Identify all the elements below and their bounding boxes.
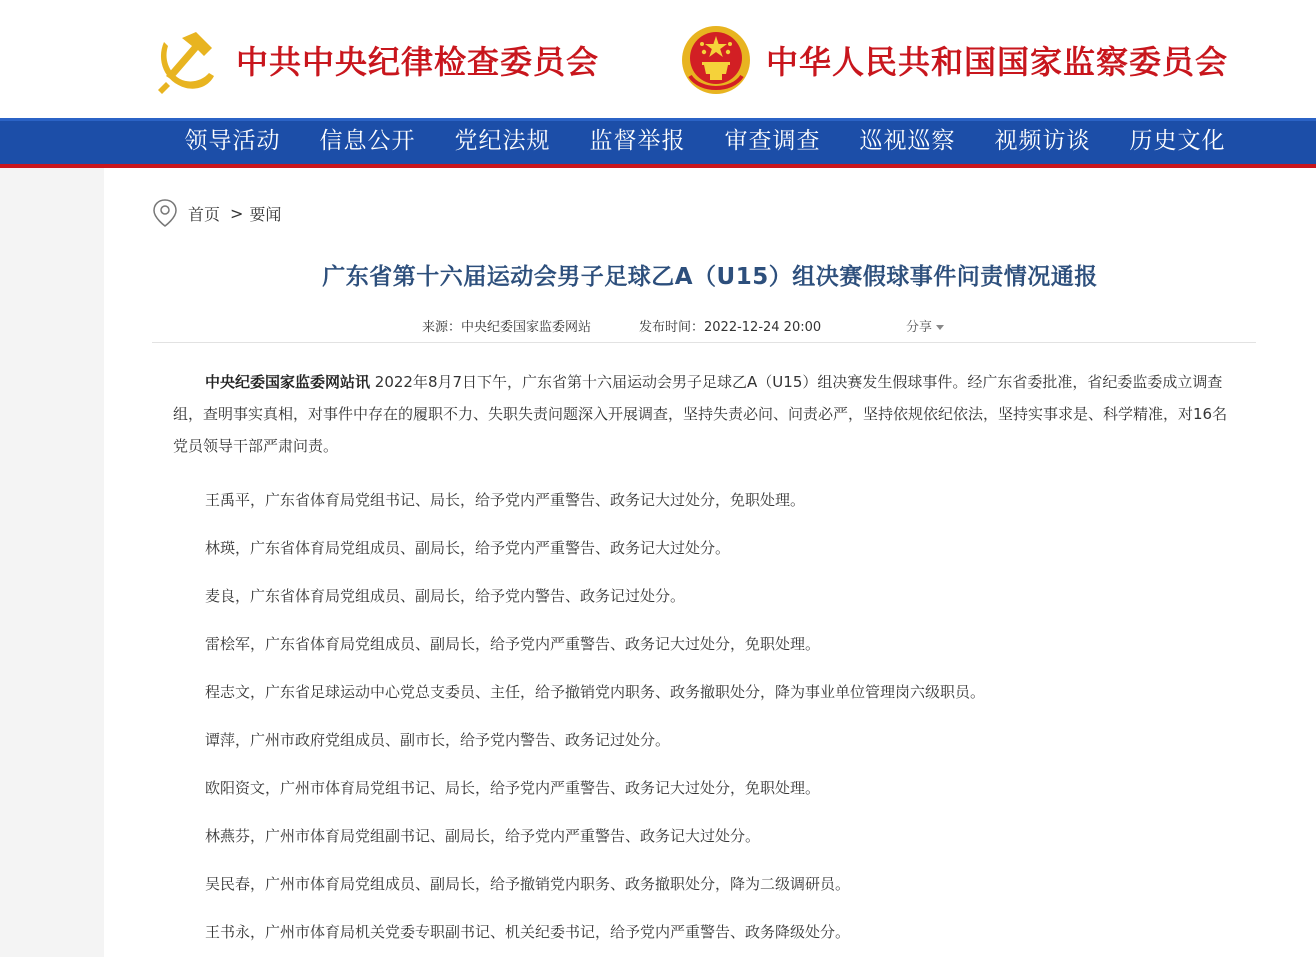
nav-item-investigation[interactable]: 审查调查 bbox=[724, 128, 821, 154]
nav-item-history-culture[interactable]: 历史文化 bbox=[1129, 128, 1226, 154]
nav-item-regulations[interactable]: 党纪法规 bbox=[454, 128, 551, 154]
article-paragraph: 谭萍，广州市政府党组成员、副市长，给予党内警告、政务记过处分。 bbox=[205, 731, 671, 749]
nav-item-inspection[interactable]: 巡视巡察 bbox=[859, 128, 956, 154]
article-paragraph: 欧阳资文，广州市体育局党组书记、局长，给予党内严重警告、政务记大过处分，免职处理。 bbox=[205, 779, 821, 797]
article-panel bbox=[104, 168, 1316, 957]
nav-item-info-disclosure[interactable]: 信息公开 bbox=[319, 128, 416, 154]
nav-item-leadership[interactable]: 领导活动 bbox=[184, 128, 281, 154]
chevron-down-icon bbox=[936, 325, 944, 330]
article-source: 来源：中央纪委国家监委网站 bbox=[422, 320, 592, 335]
share-button[interactable] bbox=[906, 316, 944, 335]
party-emblem-icon bbox=[152, 26, 220, 94]
divider bbox=[152, 342, 1256, 343]
breadcrumb-home[interactable]: 首页 bbox=[188, 204, 221, 224]
share-label: 分享 bbox=[906, 320, 933, 335]
location-pin-icon bbox=[152, 198, 178, 228]
nsc-brand[interactable] bbox=[680, 22, 1228, 98]
breadcrumb-separator: > bbox=[230, 203, 244, 223]
article-paragraph: 林燕芬，广州市体育局党组副书记、副局长，给予党内严重警告、政务记大过处分。 bbox=[205, 827, 761, 845]
breadcrumb bbox=[152, 198, 281, 228]
lead-source-label: 中央纪委国家监委网站讯 bbox=[205, 373, 371, 391]
article-body bbox=[173, 366, 1231, 956]
article-time: 发布时间：2022-12-24 20:00 bbox=[639, 320, 822, 335]
article-paragraph: 林瑛，广东省体育局党组成员、副局长，给予党内严重警告、政务记大过处分。 bbox=[205, 539, 731, 557]
lead-text: 2022年8月7日下午，广东省第十六届运动会男子足球乙A（U15）组决赛发生假球事件。经广东省委批准，省纪委监委成立调查组，查明事实真相，对事件中存在的履职不力、失职失责问题深入开展调查，坚持失责必问、问责必严，坚持依规依纪依法，坚持实事求是、科学精准，对16名党员领导干部严肃问责。 bbox=[173, 373, 1228, 455]
article-paragraph: 雷桧军，广东省体育局党组成员、副局长，给予党内严重警告、政务记大过处分，免职处理。 bbox=[205, 635, 821, 653]
article-paragraph: 程志文，广东省足球运动中心党总支委员、主任，给予撤销党内职务、政务撤职处分，降为事业单位管理岗六级职员。 bbox=[205, 683, 986, 701]
nsc-title: 中华人民共和国国家监察委员会 bbox=[766, 43, 1229, 81]
ccdi-brand[interactable] bbox=[152, 22, 599, 98]
article-paragraph: 麦良，广东省体育局党组成员、副局长，给予党内警告、政务记过处分。 bbox=[205, 587, 686, 605]
site-header bbox=[0, 0, 1316, 118]
ccdi-title: 中共中央纪律检查委员会 bbox=[236, 43, 600, 81]
national-emblem-icon bbox=[680, 24, 752, 96]
breadcrumb-current[interactable]: 要闻 bbox=[249, 204, 282, 224]
article-paragraph: 王书永，广州市体育局机关党委专职副书记、机关纪委书记，给予党内严重警告、政务降级处分。 bbox=[205, 923, 851, 941]
main-nav bbox=[0, 118, 1316, 168]
nav-item-video-interview[interactable]: 视频访谈 bbox=[994, 128, 1091, 154]
lead-paragraph bbox=[173, 366, 1231, 462]
article-title: 广东省第十六届运动会男子足球乙A（U15）组决赛假球事件问责情况通报 bbox=[322, 264, 1098, 290]
article-paragraph: 王禹平，广东省体育局党组书记、局长，给予党内严重警告、政务记大过处分，免职处理。 bbox=[205, 491, 806, 509]
nav-item-supervision-report[interactable]: 监督举报 bbox=[589, 128, 686, 154]
article-paragraph: 吴民春，广州市体育局党组成员、副局长，给予撤销党内职务、政务撤职处分，降为二级调研员。 bbox=[205, 875, 851, 893]
